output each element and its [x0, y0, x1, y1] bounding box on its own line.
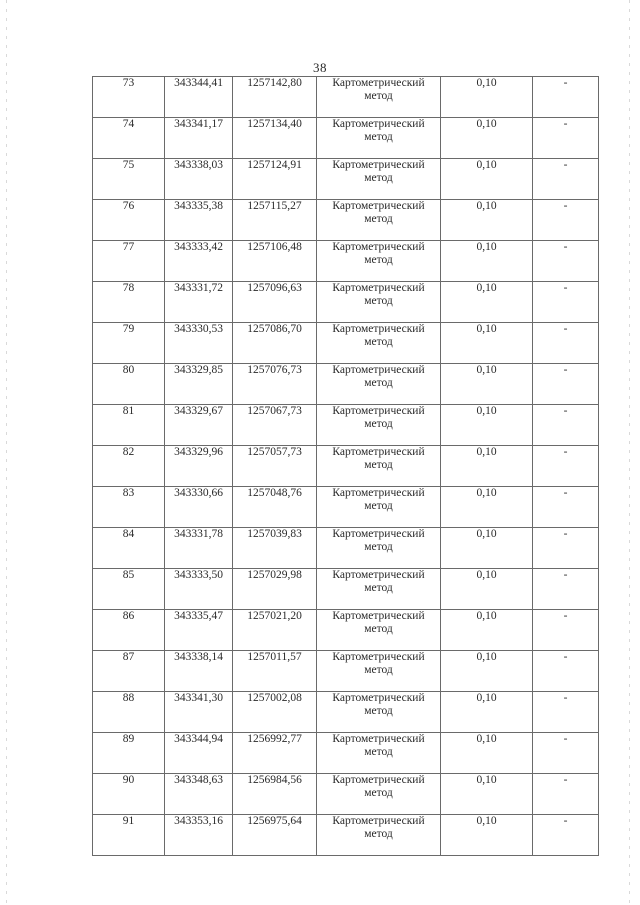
method-line-2: метод: [364, 377, 393, 389]
method-line-1: Картометрический: [332, 364, 425, 376]
point-number-cell: 88: [93, 692, 165, 733]
y-coordinate-cell: 1257106,48: [233, 241, 317, 282]
point-number-cell: 78: [93, 282, 165, 323]
x-coordinate-cell: 343341,17: [165, 118, 233, 159]
y-coordinate-cell: 1257057,73: [233, 446, 317, 487]
x-coordinate-cell: 343333,50: [165, 569, 233, 610]
method-cell: [317, 651, 441, 692]
description-cell: -: [533, 159, 599, 200]
method-line-2: метод: [364, 664, 393, 676]
description-cell: -: [533, 364, 599, 405]
method-line-2: метод: [364, 582, 393, 594]
y-coordinate-cell: 1257011,57: [233, 651, 317, 692]
table-row: [93, 241, 599, 282]
scan-edge-left: [6, 0, 7, 905]
accuracy-cell: 0,10: [441, 405, 533, 446]
method-line-1: Картометрический: [332, 159, 425, 171]
description-cell: -: [533, 651, 599, 692]
description-cell: -: [533, 118, 599, 159]
method-cell: [317, 446, 441, 487]
accuracy-cell: 0,10: [441, 118, 533, 159]
accuracy-cell: 0,10: [441, 815, 533, 856]
x-coordinate-cell: 343329,67: [165, 405, 233, 446]
x-coordinate-cell: 343329,96: [165, 446, 233, 487]
table-row: [93, 651, 599, 692]
description-cell: -: [533, 405, 599, 446]
x-coordinate-cell: 343348,63: [165, 774, 233, 815]
accuracy-cell: 0,10: [441, 569, 533, 610]
method-line-1: Картометрический: [332, 282, 425, 294]
y-coordinate-cell: 1256975,64: [233, 815, 317, 856]
method-line-2: метод: [364, 623, 393, 635]
table-row: [93, 200, 599, 241]
accuracy-cell: 0,10: [441, 364, 533, 405]
table-row: [93, 692, 599, 733]
point-number-cell: 91: [93, 815, 165, 856]
table-row: [93, 487, 599, 528]
point-number-cell: 76: [93, 200, 165, 241]
point-number-cell: 73: [93, 77, 165, 118]
description-cell: -: [533, 323, 599, 364]
point-number-cell: 74: [93, 118, 165, 159]
method-cell: [317, 528, 441, 569]
accuracy-cell: 0,10: [441, 446, 533, 487]
method-cell: [317, 487, 441, 528]
method-line-2: метод: [364, 459, 393, 471]
method-line-2: метод: [364, 254, 393, 266]
method-line-1: Картометрический: [332, 528, 425, 540]
point-number-cell: 83: [93, 487, 165, 528]
accuracy-cell: 0,10: [441, 651, 533, 692]
description-cell: -: [533, 692, 599, 733]
x-coordinate-cell: 343341,30: [165, 692, 233, 733]
method-line-1: Картометрический: [332, 487, 425, 499]
accuracy-cell: 0,10: [441, 774, 533, 815]
method-line-2: метод: [364, 131, 393, 143]
method-cell: [317, 733, 441, 774]
x-coordinate-cell: 343330,53: [165, 323, 233, 364]
description-cell: -: [533, 733, 599, 774]
point-number-cell: 82: [93, 446, 165, 487]
method-cell: [317, 159, 441, 200]
method-line-1: Картометрический: [332, 241, 425, 253]
description-cell: -: [533, 200, 599, 241]
method-cell: [317, 569, 441, 610]
y-coordinate-cell: 1257021,20: [233, 610, 317, 651]
method-line-1: Картометрический: [332, 651, 425, 663]
accuracy-cell: 0,10: [441, 487, 533, 528]
point-number-cell: 77: [93, 241, 165, 282]
description-cell: -: [533, 528, 599, 569]
method-line-2: метод: [364, 213, 393, 225]
method-line-2: метод: [364, 828, 393, 840]
method-cell: [317, 364, 441, 405]
y-coordinate-cell: 1257067,73: [233, 405, 317, 446]
method-line-1: Картометрический: [332, 815, 425, 827]
accuracy-cell: 0,10: [441, 241, 533, 282]
y-coordinate-cell: 1257134,40: [233, 118, 317, 159]
accuracy-cell: 0,10: [441, 282, 533, 323]
description-cell: -: [533, 569, 599, 610]
description-cell: -: [533, 774, 599, 815]
method-cell: [317, 323, 441, 364]
point-number-cell: 89: [93, 733, 165, 774]
table-row: [93, 528, 599, 569]
accuracy-cell: 0,10: [441, 200, 533, 241]
method-line-2: метод: [364, 500, 393, 512]
point-number-cell: 84: [93, 528, 165, 569]
method-line-2: метод: [364, 541, 393, 553]
method-line-1: Картометрический: [332, 569, 425, 581]
method-line-1: Картометрический: [332, 118, 425, 130]
method-line-2: метод: [364, 295, 393, 307]
y-coordinate-cell: 1257096,63: [233, 282, 317, 323]
x-coordinate-cell: 343335,47: [165, 610, 233, 651]
method-line-1: Картометрический: [332, 446, 425, 458]
scan-edge-right: [629, 0, 630, 905]
description-cell: -: [533, 241, 599, 282]
point-number-cell: 87: [93, 651, 165, 692]
y-coordinate-cell: 1257142,80: [233, 77, 317, 118]
method-cell: [317, 405, 441, 446]
point-number-cell: 81: [93, 405, 165, 446]
y-coordinate-cell: 1256992,77: [233, 733, 317, 774]
point-number-cell: 90: [93, 774, 165, 815]
coordinates-table: [92, 76, 599, 856]
page-number: 38: [313, 60, 327, 75]
y-coordinate-cell: 1257115,27: [233, 200, 317, 241]
method-line-2: метод: [364, 336, 393, 348]
accuracy-cell: 0,10: [441, 528, 533, 569]
method-line-1: Картометрический: [332, 774, 425, 786]
y-coordinate-cell: 1257039,83: [233, 528, 317, 569]
method-line-1: Картометрический: [332, 323, 425, 335]
table-row: [93, 159, 599, 200]
method-cell: [317, 77, 441, 118]
method-line-1: Картометрический: [332, 200, 425, 212]
point-number-cell: 85: [93, 569, 165, 610]
x-coordinate-cell: 343331,78: [165, 528, 233, 569]
point-number-cell: 86: [93, 610, 165, 651]
method-cell: [317, 815, 441, 856]
method-line-2: метод: [364, 746, 393, 758]
table-body: [93, 77, 599, 856]
table-row: [93, 118, 599, 159]
accuracy-cell: 0,10: [441, 323, 533, 364]
method-line-2: метод: [364, 418, 393, 430]
method-cell: [317, 200, 441, 241]
y-coordinate-cell: 1257029,98: [233, 569, 317, 610]
table-row: [93, 364, 599, 405]
method-line-2: метод: [364, 787, 393, 799]
method-cell: [317, 692, 441, 733]
point-number-cell: 75: [93, 159, 165, 200]
method-cell: [317, 610, 441, 651]
x-coordinate-cell: 343329,85: [165, 364, 233, 405]
table-row: [93, 610, 599, 651]
x-coordinate-cell: 343338,03: [165, 159, 233, 200]
description-cell: -: [533, 77, 599, 118]
table-row: [93, 282, 599, 323]
method-cell: [317, 241, 441, 282]
point-number-cell: 80: [93, 364, 165, 405]
y-coordinate-cell: 1257076,73: [233, 364, 317, 405]
method-line-1: Картометрический: [332, 733, 425, 745]
x-coordinate-cell: 343353,16: [165, 815, 233, 856]
y-coordinate-cell: 1257048,76: [233, 487, 317, 528]
description-cell: -: [533, 487, 599, 528]
description-cell: -: [533, 815, 599, 856]
table-row: [93, 323, 599, 364]
x-coordinate-cell: 343344,41: [165, 77, 233, 118]
accuracy-cell: 0,10: [441, 692, 533, 733]
y-coordinate-cell: 1257086,70: [233, 323, 317, 364]
method-line-2: метод: [364, 705, 393, 717]
table-row: [93, 405, 599, 446]
table-row: [93, 733, 599, 774]
accuracy-cell: 0,10: [441, 733, 533, 774]
method-line-1: Картометрический: [332, 692, 425, 704]
accuracy-cell: 0,10: [441, 77, 533, 118]
x-coordinate-cell: 343338,14: [165, 651, 233, 692]
x-coordinate-cell: 343335,38: [165, 200, 233, 241]
method-line-2: метод: [364, 172, 393, 184]
x-coordinate-cell: 343333,42: [165, 241, 233, 282]
x-coordinate-cell: 343331,72: [165, 282, 233, 323]
table-row: [93, 446, 599, 487]
x-coordinate-cell: 343344,94: [165, 733, 233, 774]
table-row: [93, 77, 599, 118]
description-cell: -: [533, 610, 599, 651]
accuracy-cell: 0,10: [441, 159, 533, 200]
method-cell: [317, 118, 441, 159]
method-line-1: Картометрический: [332, 610, 425, 622]
method-cell: [317, 774, 441, 815]
description-cell: -: [533, 282, 599, 323]
y-coordinate-cell: 1257124,91: [233, 159, 317, 200]
point-number-cell: 79: [93, 323, 165, 364]
method-line-1: Картометрический: [332, 405, 425, 417]
table-row: [93, 815, 599, 856]
table-row: [93, 774, 599, 815]
y-coordinate-cell: 1256984,56: [233, 774, 317, 815]
description-cell: -: [533, 446, 599, 487]
table-row: [93, 569, 599, 610]
method-cell: [317, 282, 441, 323]
accuracy-cell: 0,10: [441, 610, 533, 651]
x-coordinate-cell: 343330,66: [165, 487, 233, 528]
method-line-1: Картометрический: [332, 77, 425, 89]
y-coordinate-cell: 1257002,08: [233, 692, 317, 733]
method-line-2: метод: [364, 90, 393, 102]
